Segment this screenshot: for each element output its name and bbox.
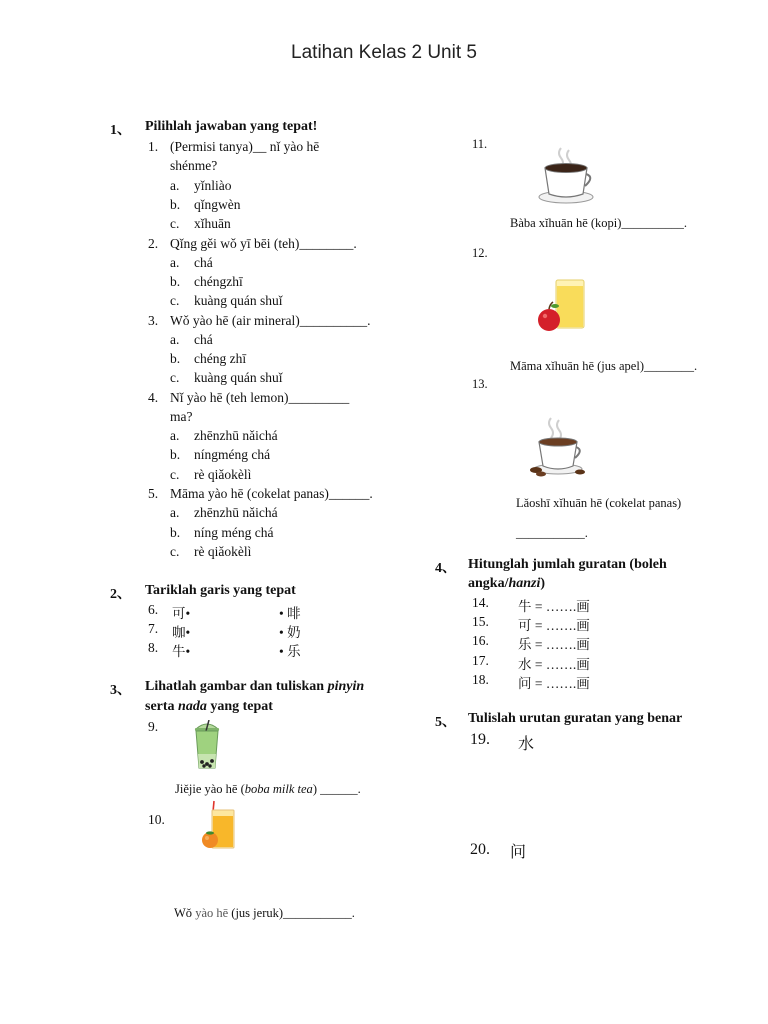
stroke-count-number: 16. xyxy=(472,633,489,648)
boba-milk-tea-image xyxy=(190,720,224,770)
question-11-text: Bàba xǐhuān hē (kopi)__________. xyxy=(510,216,688,230)
hot-chocolate-image xyxy=(527,416,589,478)
section-5-heading: Tulislah urutan guratan yang benar xyxy=(468,711,683,726)
option-letter: b. xyxy=(170,351,181,366)
question-20-number: 20. xyxy=(470,841,490,858)
question-text-cont: ma? xyxy=(170,409,193,424)
question-19-number: 19. xyxy=(470,731,490,748)
option-letter: a. xyxy=(170,178,180,193)
option-letter: a. xyxy=(170,505,180,520)
question-19-char: 水 xyxy=(518,736,535,753)
option-text: níng méng chá xyxy=(194,525,274,540)
section-5-number: 5、 xyxy=(435,715,456,730)
question-number: 11. xyxy=(472,137,488,151)
match-number: 6. xyxy=(148,602,159,617)
option-text: zhēnzhū nǎichá xyxy=(194,505,278,520)
section-4-number: 4、 xyxy=(435,561,456,576)
option-text: níngméng chá xyxy=(194,447,271,462)
question-text: Māma yào hē (cokelat panas)______. xyxy=(170,486,373,501)
apple-juice-image xyxy=(535,278,591,334)
option-text: kuàng quán shuǐ xyxy=(194,370,283,385)
option-text: kuàng quán shuǐ xyxy=(194,293,283,308)
match-number: 7. xyxy=(148,621,159,636)
question-text: (Permisi tanya)__ nǐ yào hē xyxy=(170,139,320,154)
option-text: qǐngwèn xyxy=(194,197,241,212)
question-20-char: 问 xyxy=(510,844,527,861)
option-text: chá xyxy=(194,332,213,347)
stroke-count-number: 17. xyxy=(472,653,489,668)
match-right-char: • 乐 xyxy=(279,644,301,659)
option-text: yǐnliào xyxy=(194,178,232,193)
option-letter: c. xyxy=(170,467,180,482)
page-title: Latihan Kelas 2 Unit 5 xyxy=(291,42,477,63)
stroke-count-item: 乐 = …….画 xyxy=(518,637,590,652)
question-13-text-cont: ___________. xyxy=(516,526,588,540)
question-number: 10. xyxy=(148,812,165,827)
section-3-heading-cont: serta nada yang tepat xyxy=(145,699,273,714)
match-number: 8. xyxy=(148,640,159,655)
section-3-heading: Lihatlah gambar dan tuliskan pinyin xyxy=(145,679,365,694)
question-12-text: Māma xǐhuān hē (jus apel)________. xyxy=(510,359,698,373)
option-text: rè qiǎokèlì xyxy=(194,467,252,482)
section-3-number: 3、 xyxy=(110,683,131,698)
option-text: chéngzhī xyxy=(194,274,243,289)
option-letter: a. xyxy=(170,332,180,347)
section-4-heading: Hitunglah jumlah guratan (boleh xyxy=(468,557,667,572)
stroke-count-number: 14. xyxy=(472,595,489,610)
option-letter: b. xyxy=(170,197,181,212)
option-letter: c. xyxy=(170,293,180,308)
question-number: 13. xyxy=(472,377,488,391)
question-number: 2. xyxy=(148,236,159,251)
question-number: 1. xyxy=(148,139,159,154)
question-number: 3. xyxy=(148,313,159,328)
option-letter: a. xyxy=(170,255,180,270)
option-text: xǐhuān xyxy=(194,216,231,231)
stroke-count-item: 牛 = …….画 xyxy=(518,599,590,614)
option-text: rè qiǎokèlì xyxy=(194,544,252,559)
match-left-char: 牛• xyxy=(172,644,191,659)
match-right-char: • 啡 xyxy=(279,606,301,621)
option-letter: c. xyxy=(170,370,180,385)
match-right-char: • 奶 xyxy=(279,625,301,640)
option-letter: c. xyxy=(170,216,180,231)
match-left-char: 可• xyxy=(172,606,191,621)
question-9-text: Jiějie yào hē (boba milk tea) ______. xyxy=(175,782,361,796)
option-letter: b. xyxy=(170,274,181,289)
match-left-char: 咖• xyxy=(172,625,191,640)
question-number: 9. xyxy=(148,719,159,734)
section-4-heading-cont: angka/hanzi) xyxy=(468,576,546,591)
option-letter: b. xyxy=(170,525,181,540)
stroke-count-item: 水 = …….画 xyxy=(518,657,590,672)
question-number: 5. xyxy=(148,486,159,501)
coffee-cup-image xyxy=(535,146,597,204)
question-10-text: Wǒ yào hē (jus jeruk)___________. xyxy=(174,906,355,920)
stroke-count-number: 15. xyxy=(472,614,489,629)
question-13-text: Lǎoshī xǐhuān hē (cokelat panas) xyxy=(516,496,682,510)
section-1-heading: Pilihlah jawaban yang tepat! xyxy=(145,119,318,134)
option-text: zhēnzhū nǎichá xyxy=(194,428,278,443)
question-text: Nǐ yào hē (teh lemon)_________ xyxy=(170,390,350,405)
question-number: 12. xyxy=(472,246,488,260)
section-2-heading: Tariklah garis yang tepat xyxy=(145,583,296,598)
section-2-number: 2、 xyxy=(110,587,131,602)
stroke-count-item: 问 = …….画 xyxy=(518,676,590,691)
question-text-cont: shénme? xyxy=(170,158,218,173)
option-text: chá xyxy=(194,255,213,270)
stroke-count-number: 18. xyxy=(472,672,489,687)
question-text: Qǐng gěi wǒ yī bēi (teh)________. xyxy=(170,236,357,251)
section-1-number: 1、 xyxy=(110,123,131,138)
option-letter: a. xyxy=(170,428,180,443)
option-letter: b. xyxy=(170,447,181,462)
option-letter: c. xyxy=(170,544,180,559)
question-text: Wǒ yào hē (air mineral)__________. xyxy=(170,313,371,328)
orange-juice-image xyxy=(196,800,242,852)
stroke-count-item: 可 = …….画 xyxy=(518,618,590,633)
option-text: chéng zhī xyxy=(194,351,247,366)
question-number: 4. xyxy=(148,390,159,405)
